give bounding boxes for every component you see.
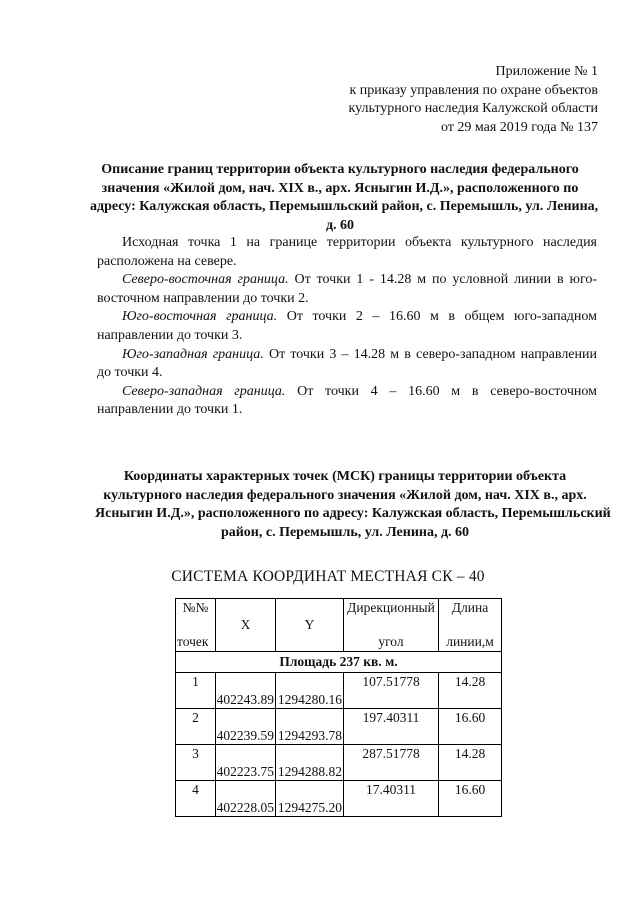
paragraph-line: расположена на севере.	[97, 253, 237, 269]
table-area-row	[176, 652, 502, 673]
coordinates-title-line: район, с. Перемышль, ул. Ленина, д. 60	[220, 524, 470, 540]
y-cell: 1294293.78	[276, 709, 344, 745]
coordinates-title-line: культурного наследия федерального значения «Жилой дом, нач. XIX в., арх.	[103, 487, 587, 503]
border-label: Северо-восточная граница.	[122, 272, 289, 288]
paragraph-line: восточном направлении до точки 2.	[97, 290, 309, 306]
border-label: Северо-западная граница.	[122, 383, 286, 399]
header-angle	[344, 599, 439, 652]
description-body	[97, 234, 597, 420]
paragraph-line	[97, 308, 597, 327]
coordinates-title	[95, 468, 611, 542]
coordinates-table	[175, 598, 502, 817]
description-title-line: Описание границ территории объекта культурного наследия федерального	[101, 162, 579, 177]
angle-cell: 197.40311	[344, 709, 439, 745]
header-point	[176, 599, 216, 652]
y-cell: 1294280.16	[276, 673, 344, 709]
appendix-header	[178, 63, 598, 137]
paragraph-line	[97, 234, 597, 253]
appendix-header-line: Приложение № 1	[495, 64, 598, 79]
description-title-line: д. 60	[325, 217, 355, 233]
x-cell: 402239.59	[216, 709, 276, 745]
description-title-line: значения «Жилой дом, нач. XIX в., арх. Ясныгин И.Д.», расположенного по	[101, 180, 579, 196]
angle-cell: 287.51778	[344, 745, 439, 781]
table-row	[176, 781, 502, 817]
header-angle-top: Дирекционный	[347, 600, 435, 615]
header-point-top: №№	[182, 600, 209, 615]
paragraph-start-point	[97, 234, 597, 271]
paragraph-line	[97, 383, 597, 402]
angle-cell: 17.40311	[344, 781, 439, 817]
border-label: Юго-восточная граница.	[122, 309, 278, 325]
appendix-header-line: к приказу управления по охране объектов	[349, 82, 598, 98]
paragraph-text: От точки 3 – 14.28 м в северо-западном направлении	[268, 346, 598, 362]
header-point-bottom: точек	[177, 634, 209, 649]
area-cell: Площадь 237 кв. м.	[176, 652, 502, 673]
header-length-bottom: линии,м	[446, 634, 494, 649]
point-cell: 4	[176, 781, 216, 817]
table-row	[176, 673, 502, 709]
header-y: Y	[276, 599, 344, 652]
point-cell: 3	[176, 745, 216, 781]
table-row	[176, 709, 502, 745]
header-length-top: Длина	[451, 600, 489, 615]
y-cell: 1294288.82	[276, 745, 344, 781]
paragraph-line	[97, 346, 597, 365]
description-title-line: адресу: Калужская область, Перемышльский район, с. Перемышль, ул. Ленина,	[90, 199, 599, 215]
length-cell: 16.60	[439, 709, 502, 745]
appendix-header-line: культурного наследия Калужской области	[348, 101, 598, 117]
angle-cell: 107.51778	[344, 673, 439, 709]
header-length	[439, 599, 502, 652]
paragraph-text: От точки 2 – 16.60 м в общем юго-западном	[286, 309, 597, 325]
border-label: Юго-западная граница.	[122, 346, 264, 362]
paragraph-line: до точки 4.	[97, 365, 163, 381]
coordinates-title-line: Координаты характерных точек (МСК) границы территории объекта	[123, 469, 567, 484]
paragraph-line: направлении до точки 1.	[97, 402, 243, 418]
length-cell: 14.28	[439, 673, 502, 709]
paragraph-southwest-border	[97, 346, 597, 383]
header-x: X	[216, 599, 276, 652]
paragraph-line: направлении до точки 3.	[97, 327, 243, 343]
x-cell: 402223.75	[216, 745, 276, 781]
table-row	[176, 745, 502, 781]
paragraph-southeast-border	[97, 308, 597, 345]
header-angle-bottom: угол	[378, 634, 404, 649]
paragraph-northeast-border	[97, 271, 597, 308]
x-cell: 402228.05	[216, 781, 276, 817]
paragraph-text: От точки 4 – 16.60 м в северо-восточном	[297, 383, 597, 399]
point-cell: 2	[176, 709, 216, 745]
description-title	[90, 161, 599, 235]
table-header-row	[176, 599, 502, 652]
paragraph-text: От точки 1 - 14.28 м по условной линии в юго-	[294, 272, 598, 288]
x-cell: 402243.89	[216, 673, 276, 709]
y-cell: 1294275.20	[276, 781, 344, 817]
appendix-header-line: от 29 мая 2019 года № 137	[440, 119, 598, 135]
coordinates-title-line: Ясныгин И.Д.», расположенного по адресу: Калужская область, Перемышльский	[95, 506, 611, 522]
length-cell: 14.28	[439, 745, 502, 781]
paragraph-line	[97, 271, 597, 290]
paragraph-northwest-border	[97, 383, 597, 420]
point-cell: 1	[176, 673, 216, 709]
length-cell: 16.60	[439, 781, 502, 817]
coordinate-system-caption: СИСТЕМА КООРДИНАТ МЕСТНАЯ СК – 40	[171, 568, 485, 585]
paragraph-text: Исходная точка 1 на границе территории объекта культурного наследия	[122, 235, 597, 250]
